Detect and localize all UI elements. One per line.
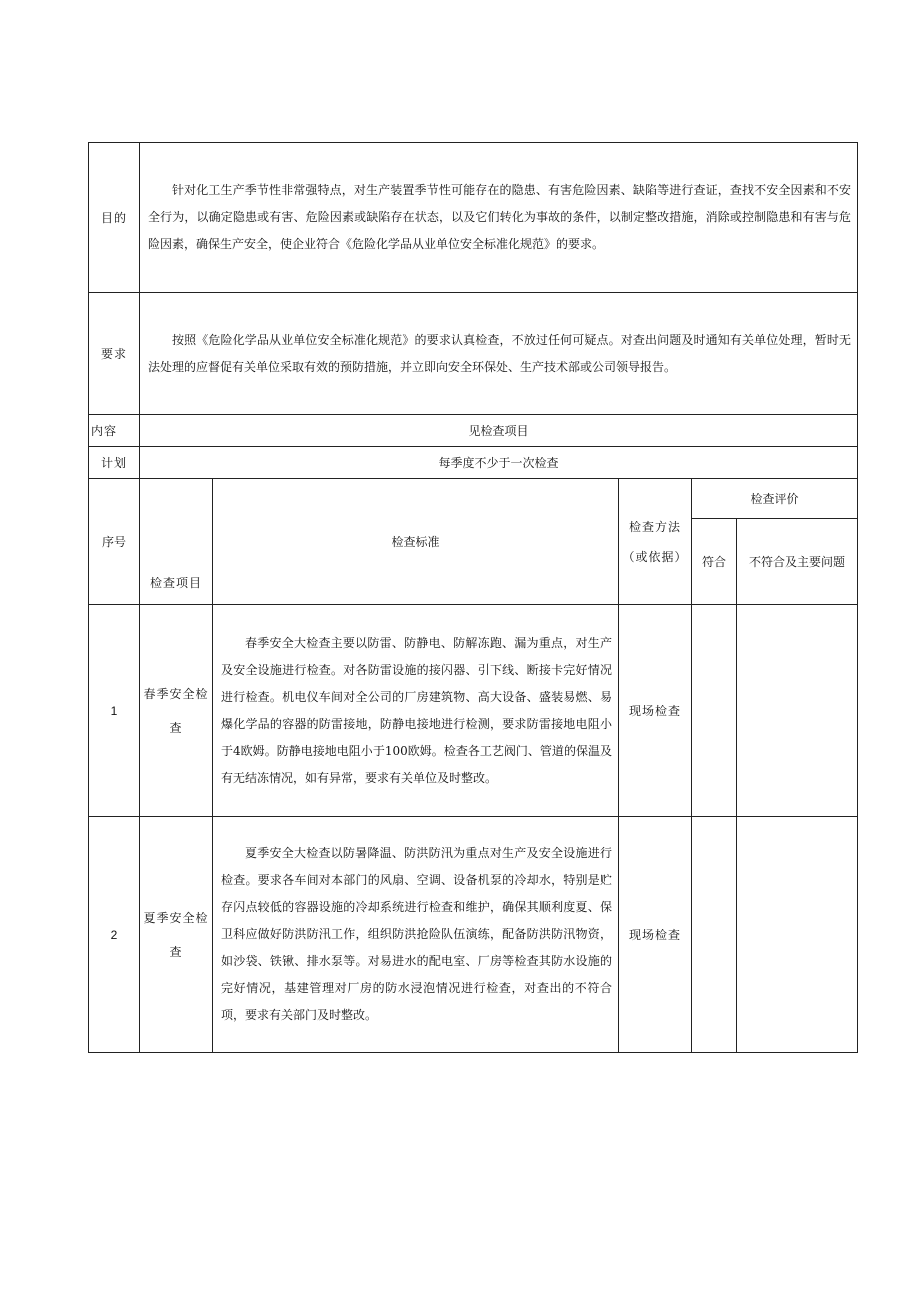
header-method: 检查方法（或依据） bbox=[619, 479, 692, 605]
requirement-cell bbox=[140, 293, 858, 415]
inspection-form-table bbox=[88, 142, 858, 1053]
header-evaluation: 检查评价 bbox=[692, 479, 858, 519]
row-method: 现场检查 bbox=[619, 605, 692, 817]
row-standard bbox=[213, 605, 619, 817]
row-conform bbox=[692, 817, 737, 1053]
table-row bbox=[89, 817, 858, 1053]
content-label: 内容 bbox=[89, 415, 140, 447]
row-standard-text: 春季安全大检查主要以防雷、防静电、防解冻跑、漏为重点，对生产及安全设施进行检查。对各防雷设施的接闪器、引下线、断接卡完好情况进行检查。机电仪车间对全公司的厂房建筑物、高大设备、盛装易燃、易爆化学品的容器的防雷接地，防静电接地进行检测，要求防雷接地电阻小于4欧姆。防静电接地电阻小于100欧姆。检查各工艺阀门、管道的保温及有无结冻情况，如有异常，要求有关单位及时整改。 bbox=[221, 635, 612, 785]
content-value: 见检查项目 bbox=[140, 415, 858, 447]
row-conform bbox=[692, 605, 737, 817]
row-method: 现场检查 bbox=[619, 817, 692, 1053]
row-nonconform bbox=[737, 605, 858, 817]
plan-label: 计划 bbox=[89, 447, 140, 479]
table-row bbox=[89, 605, 858, 817]
row-standard-text: 夏季安全大检查以防暑降温、防洪防汛为重点对生产及安全设施进行检查。要求各车间对本部门的风扇、空调、设备机泵的冷却水，特别是贮存闪点较低的容器设施的冷却系统进行检查和维护，确保其顺利度夏、保卫科应做好防洪防汛工作，组织防洪抢险队伍演练，配备防洪防汛物资，如沙袋、铁锹、排水泵等。对易进水的配电室、厂房等检查其防水设施的完好情况，基建管理对厂房的防水浸泡情况进行检查，对查出的不符合项，要求有关部门及时整改。 bbox=[221, 846, 612, 1022]
row-seq: 1 bbox=[89, 605, 140, 817]
row-item: 春季安全检查 bbox=[140, 605, 213, 817]
purpose-label: 目的 bbox=[89, 143, 140, 293]
row-standard bbox=[213, 817, 619, 1053]
row-item: 夏季安全检查 bbox=[140, 817, 213, 1053]
header-standard: 检查标准 bbox=[213, 479, 619, 605]
header-nonconform: 不符合及主要问题 bbox=[737, 519, 858, 605]
header-conform: 符合 bbox=[692, 519, 737, 605]
purpose-row bbox=[89, 143, 858, 293]
plan-row bbox=[89, 447, 858, 479]
row-nonconform bbox=[737, 817, 858, 1053]
content-row bbox=[89, 415, 858, 447]
header-item: 检查项目 bbox=[140, 479, 213, 605]
requirement-label: 要求 bbox=[89, 293, 140, 415]
purpose-text: 针对化工生产季节性非常强特点，对生产装置季节性可能存在的隐患、有害危险因素、缺陷等进行查证，查找不安全因素和不安全行为，以确定隐患或有害、危险因素或缺陷存在状态，以及它们转化为事故的条件，以制定整改措施，消除或控制隐患和有害与危险因素，确保生产安全，使企业符合《危险化学品从业单位安全标准化规范》的要求。 bbox=[148, 183, 852, 251]
plan-value: 每季度不少于一次检查 bbox=[140, 447, 858, 479]
requirement-row bbox=[89, 293, 858, 415]
header-row-1 bbox=[89, 479, 858, 519]
requirement-text: 按照《危险化学品从业单位安全标准化规范》的要求认真检查，不放过任何可疑点。对查出问题及时通知有关单位处理，暂时无法处理的应督促有关单位采取有效的预防措施，并立即向安全环保处、生产技术部或公司领导报告。 bbox=[148, 332, 852, 374]
header-seq: 序号 bbox=[89, 479, 140, 605]
row-seq: 2 bbox=[89, 817, 140, 1053]
purpose-cell bbox=[140, 143, 858, 293]
